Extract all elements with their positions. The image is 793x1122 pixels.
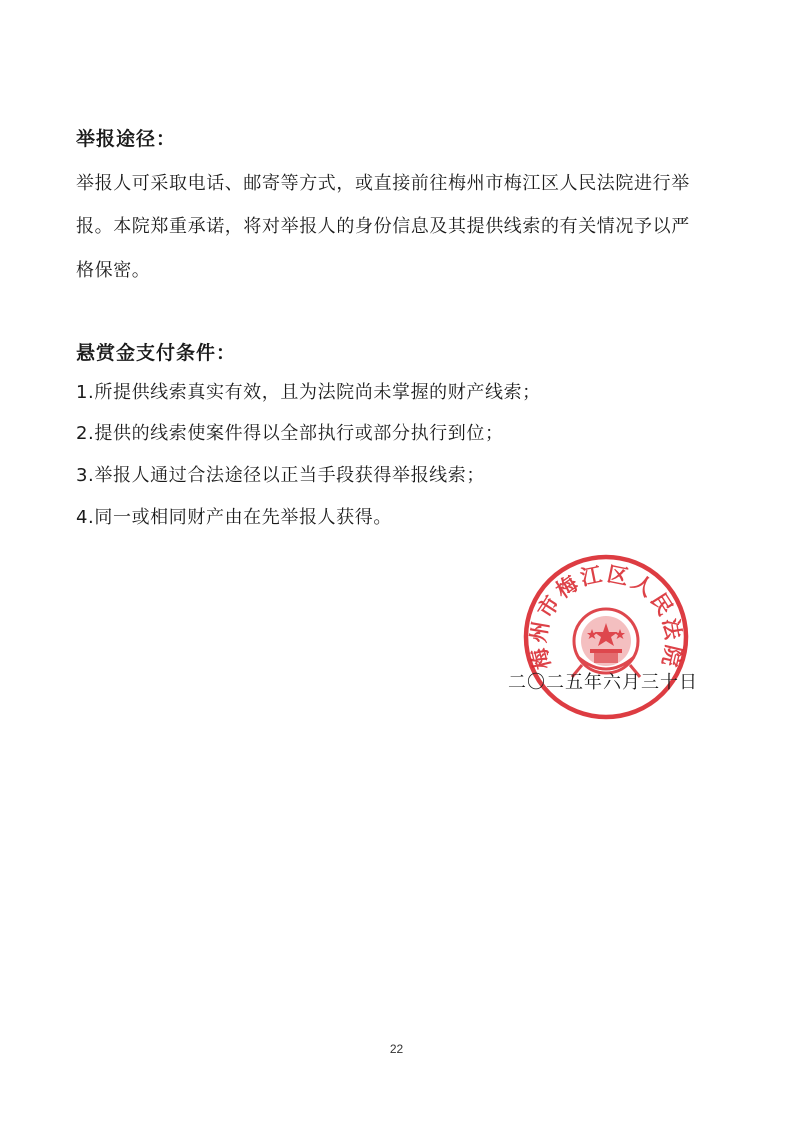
- paragraph-line: 举报人可采取电话、邮寄等方式，或直接前往梅州市梅江区人民法院进行举: [76, 173, 690, 194]
- national-emblem-icon: [572, 609, 640, 677]
- issue-date: 二〇二五年六月三十日: [508, 672, 698, 693]
- reporting-channels-title: 举报途径：: [76, 128, 177, 150]
- seal-text: 梅州市梅江区人民法院: [525, 560, 687, 672]
- condition-item: 4.同一或相同财产由在先举报人获得。: [76, 507, 392, 528]
- reward-conditions-title: 悬赏金支付条件：: [76, 342, 237, 364]
- page-number: 22: [389, 1042, 404, 1056]
- paragraph-line: 格保密。: [76, 260, 151, 281]
- condition-item: 2.提供的线索使案件得以全部执行或部分执行到位；: [76, 423, 504, 444]
- court-seal-icon: [522, 553, 690, 721]
- condition-item: 3.举报人通过合法途径以正当手段获得举报线索；: [76, 465, 485, 486]
- condition-item: 1.所提供线索真实有效，且为法院尚未掌握的财产线索；: [76, 382, 541, 403]
- paragraph-line: 报。本院郑重承诺，将对举报人的身份信息及其提供线索的有关情况予以严: [76, 216, 690, 237]
